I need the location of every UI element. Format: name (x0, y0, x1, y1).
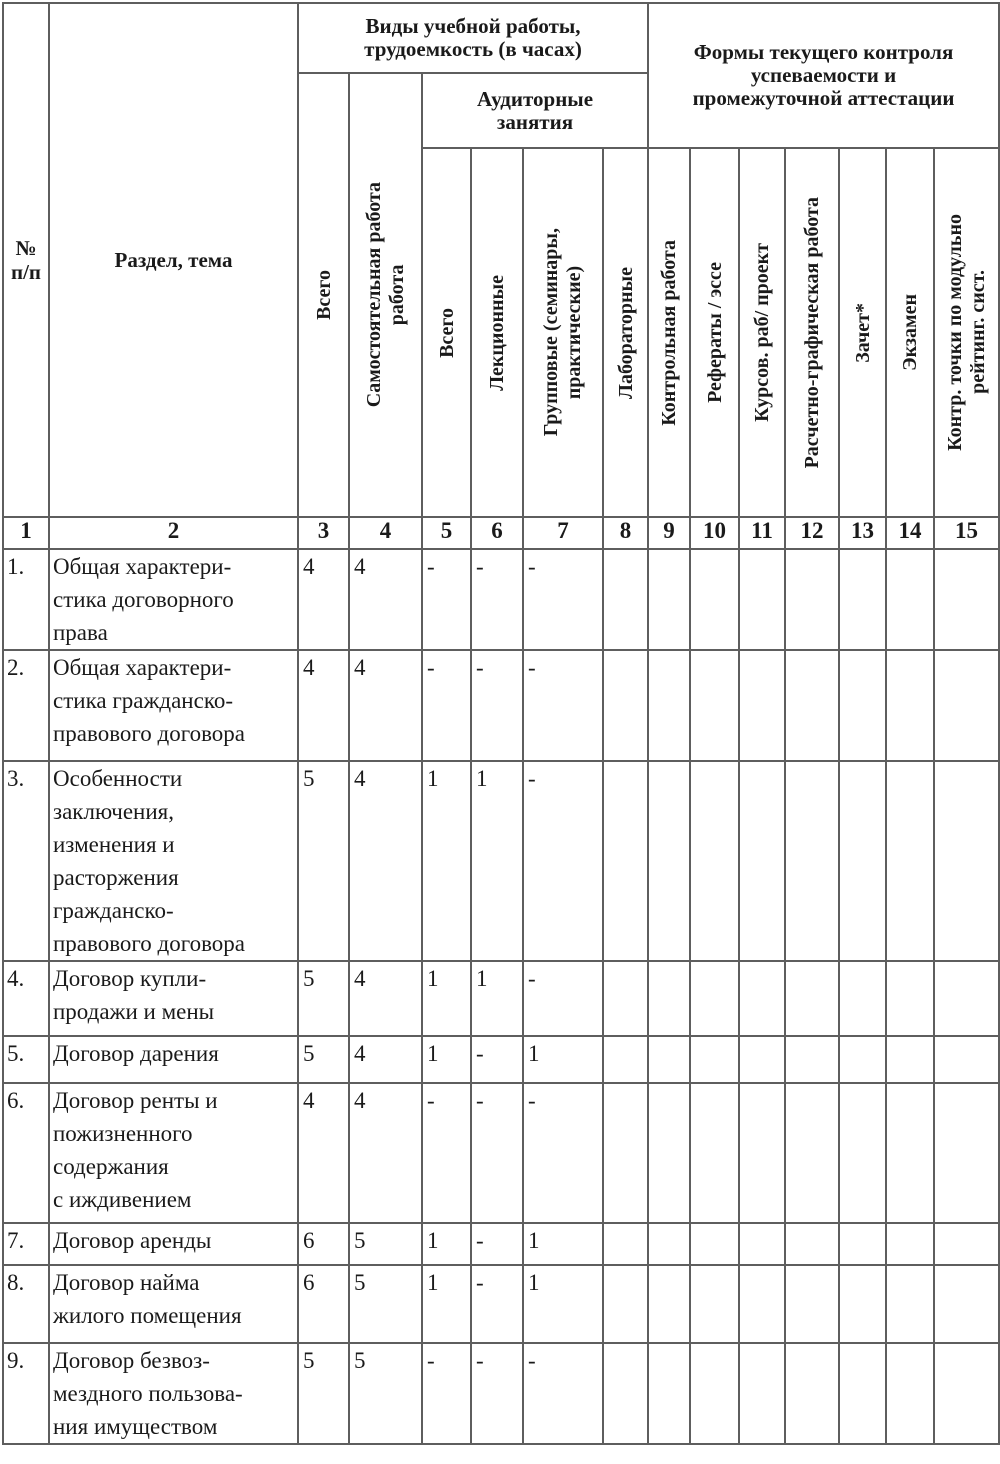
cell-lectures: - (471, 1343, 523, 1444)
empty-cell (934, 650, 999, 761)
header-col-total-label: Всего (312, 270, 335, 320)
empty-cell (739, 1223, 785, 1265)
empty-cell (886, 1083, 934, 1223)
column-number: 15 (934, 517, 999, 549)
row-number: 8. (3, 1265, 49, 1343)
column-number: 7 (523, 517, 603, 549)
cell-lectures: - (471, 549, 523, 650)
header-col-group-line2: практические) (563, 265, 585, 400)
row-number: 2. (3, 650, 49, 761)
header-num (3, 3, 49, 517)
row-title: Особенности заключения, изменения и расторжения гражданско- правового договора (49, 761, 298, 961)
empty-cell (886, 1265, 934, 1343)
table-row (3, 1343, 999, 1444)
header-col-group-label (540, 228, 586, 436)
table-body (3, 549, 999, 1444)
header-col-lectures-label: Лекционные (486, 274, 508, 391)
empty-cell (648, 1036, 690, 1083)
empty-cell (785, 761, 839, 961)
empty-cell (690, 549, 739, 650)
empty-cell (603, 1223, 648, 1265)
empty-cell (739, 1036, 785, 1083)
cell-group: 1 (523, 1036, 603, 1083)
empty-cell (839, 761, 886, 961)
empty-cell (785, 1223, 839, 1265)
empty-cell (690, 1223, 739, 1265)
cell-self: 4 (349, 1083, 422, 1223)
column-number: 5 (422, 517, 471, 549)
empty-cell (739, 1265, 785, 1343)
header-col-points-line1: Контр. точки по модульно (943, 214, 966, 451)
empty-cell (785, 1036, 839, 1083)
empty-cell (690, 650, 739, 761)
cell-total: 5 (298, 961, 349, 1036)
empty-cell (648, 650, 690, 761)
empty-cell (785, 549, 839, 650)
cell-aud-total: 1 (422, 1036, 471, 1083)
empty-cell (934, 1083, 999, 1223)
row-title: Договор ренты и пожизненного содержания с иждивением (49, 1083, 298, 1223)
header-col-points-label (944, 214, 990, 451)
header-col-lab (603, 148, 648, 517)
header-col-exam (886, 148, 934, 517)
empty-cell (839, 1223, 886, 1265)
cell-self: 4 (349, 650, 422, 761)
cell-group: - (523, 650, 603, 761)
column-number: 13 (839, 517, 886, 549)
header-group-auditory-label: Аудиторные занятия (476, 86, 594, 134)
cell-self: 4 (349, 961, 422, 1036)
header-col-graphic (785, 148, 839, 517)
header-col-points (934, 148, 999, 517)
header-col-course (739, 148, 785, 517)
header-col-essays-label: Рефераты / эссе (703, 262, 726, 403)
empty-cell (739, 549, 785, 650)
row-title: Договор купли- продажи и мены (49, 961, 298, 1036)
row-number: 4. (3, 961, 49, 1036)
row-title: Договор безвоз- мездного пользова- ния имуществом (49, 1343, 298, 1444)
empty-cell (739, 961, 785, 1036)
header-group-control-label: Формы текущего контроля успеваемости и промежуточной аттестации (692, 40, 955, 110)
header-col-self-label (363, 182, 409, 407)
cell-group: 1 (523, 1265, 603, 1343)
cell-aud-total: 1 (422, 1265, 471, 1343)
column-number: 8 (603, 517, 648, 549)
empty-cell (839, 549, 886, 650)
empty-cell (739, 650, 785, 761)
row-number: 9. (3, 1343, 49, 1444)
cell-lectures: - (471, 1036, 523, 1083)
cell-aud-total: - (422, 1083, 471, 1223)
cell-total: 4 (298, 650, 349, 761)
row-number: 3. (3, 761, 49, 961)
column-number: 6 (471, 517, 523, 549)
cell-self: 4 (349, 761, 422, 961)
empty-cell (690, 1265, 739, 1343)
column-number: 10 (690, 517, 739, 549)
header-col-lectures (471, 148, 523, 517)
column-number: 3 (298, 517, 349, 549)
header-col-aud-total (422, 148, 471, 517)
header-group-hours-label: Виды учебной работы, трудоемкость (в часах) (364, 14, 582, 61)
header-col-self (349, 73, 422, 517)
empty-cell (886, 650, 934, 761)
cell-lectures: - (471, 1083, 523, 1223)
empty-cell (839, 1265, 886, 1343)
cell-self: 4 (349, 549, 422, 650)
empty-cell (785, 1083, 839, 1223)
header-col-credit (839, 148, 886, 517)
row-title: Общая характери- стика договорного права (49, 549, 298, 650)
header-group-auditory (422, 73, 648, 148)
column-number: 2 (49, 517, 298, 549)
cell-self: 5 (349, 1265, 422, 1343)
curriculum-table (2, 2, 1000, 1445)
header-col-course-label: Курсов. раб/ проект (751, 243, 774, 422)
empty-cell (648, 961, 690, 1036)
empty-cell (886, 549, 934, 650)
cell-aud-total: - (422, 650, 471, 761)
empty-cell (603, 650, 648, 761)
empty-cell (603, 549, 648, 650)
empty-cell (934, 1036, 999, 1083)
header-col-group-line1: Групповые (семинары, (540, 228, 562, 437)
header-col-credit-label: Зачет* (851, 302, 874, 363)
row-title: Договор дарения (49, 1036, 298, 1083)
column-number: 4 (349, 517, 422, 549)
column-number: 11 (739, 517, 785, 549)
cell-total: 6 (298, 1223, 349, 1265)
empty-cell (934, 961, 999, 1036)
cell-total: 5 (298, 761, 349, 961)
table-row (3, 1083, 999, 1223)
cell-lectures: 1 (471, 761, 523, 961)
empty-cell (886, 1343, 934, 1444)
empty-cell (603, 1343, 648, 1444)
empty-cell (603, 761, 648, 961)
row-title: Договор найма жилого помещения (49, 1265, 298, 1343)
empty-cell (739, 761, 785, 961)
column-number: 12 (785, 517, 839, 549)
cell-lectures: 1 (471, 961, 523, 1036)
row-number: 7. (3, 1223, 49, 1265)
table-row (3, 549, 999, 650)
cell-group: 1 (523, 1223, 603, 1265)
cell-lectures: - (471, 1223, 523, 1265)
cell-total: 5 (298, 1036, 349, 1083)
empty-cell (934, 761, 999, 961)
row-title: Общая характери- стика гражданско- правового договора (49, 650, 298, 761)
cell-total: 6 (298, 1265, 349, 1343)
cell-aud-total: 1 (422, 1223, 471, 1265)
table-row (3, 650, 999, 761)
empty-cell (690, 1036, 739, 1083)
cell-aud-total: - (422, 549, 471, 650)
header-group-control (648, 3, 999, 148)
empty-cell (785, 650, 839, 761)
header-col-essays (690, 148, 739, 517)
cell-aud-total: - (422, 1343, 471, 1444)
empty-cell (934, 1343, 999, 1444)
empty-cell (648, 1265, 690, 1343)
empty-cell (839, 1036, 886, 1083)
empty-cell (603, 1083, 648, 1223)
cell-group: - (523, 761, 603, 961)
cell-lectures: - (471, 650, 523, 761)
cell-group: - (523, 961, 603, 1036)
empty-cell (785, 961, 839, 1036)
cell-group: - (523, 1343, 603, 1444)
empty-cell (648, 1083, 690, 1223)
header-col-control-work (648, 148, 690, 517)
empty-cell (690, 1083, 739, 1223)
empty-cell (690, 761, 739, 961)
header-col-graphic-label: Расчетно-графическая работа (801, 196, 824, 469)
empty-cell (785, 1265, 839, 1343)
table-row (3, 761, 999, 961)
cell-self: 5 (349, 1223, 422, 1265)
header-group-hours (298, 3, 648, 73)
empty-cell (934, 549, 999, 650)
table-row (3, 1036, 999, 1083)
header-col-exam-label: Экзамен (899, 294, 922, 371)
table-row (3, 1223, 999, 1265)
header-col-control-work-label: Контрольная работа (658, 239, 681, 426)
empty-cell (839, 961, 886, 1036)
empty-cell (886, 1036, 934, 1083)
empty-cell (839, 1343, 886, 1444)
empty-cell (839, 650, 886, 761)
cell-lectures: - (471, 1265, 523, 1343)
cell-total: 5 (298, 1343, 349, 1444)
row-number: 6. (3, 1083, 49, 1223)
column-number: 1 (3, 517, 49, 549)
empty-cell (739, 1343, 785, 1444)
table-row (3, 1265, 999, 1343)
header-col-self-line1: Самостоятельная работа (362, 182, 385, 408)
empty-cell (690, 961, 739, 1036)
column-number-row (3, 517, 999, 549)
empty-cell (648, 761, 690, 961)
header-section-label: Раздел, тема (114, 248, 233, 272)
empty-cell (603, 961, 648, 1036)
header-col-lab-label: Лабораторные (614, 266, 637, 399)
row-title: Договор аренды (49, 1223, 298, 1265)
row-number: 5. (3, 1036, 49, 1083)
cell-total: 4 (298, 1083, 349, 1223)
cell-total: 4 (298, 549, 349, 650)
header-col-total (298, 73, 349, 517)
empty-cell (886, 761, 934, 961)
header-col-points-line2: рейтинг. сист. (966, 270, 989, 395)
empty-cell (886, 1223, 934, 1265)
empty-cell (648, 1343, 690, 1444)
empty-cell (886, 961, 934, 1036)
empty-cell (603, 1265, 648, 1343)
column-number: 9 (648, 517, 690, 549)
cell-aud-total: 1 (422, 961, 471, 1036)
row-number: 1. (3, 549, 49, 650)
header-row-1 (3, 3, 999, 73)
empty-cell (648, 549, 690, 650)
empty-cell (934, 1265, 999, 1343)
cell-group: - (523, 1083, 603, 1223)
header-col-group (523, 148, 603, 517)
empty-cell (934, 1223, 999, 1265)
header-col-aud-total-label: Всего (435, 307, 458, 358)
empty-cell (739, 1083, 785, 1223)
column-number: 14 (886, 517, 934, 549)
cell-aud-total: 1 (422, 761, 471, 961)
empty-cell (648, 1223, 690, 1265)
cell-group: - (523, 549, 603, 650)
header-section (49, 3, 298, 517)
header-col-self-line2: работа (385, 264, 408, 326)
empty-cell (785, 1343, 839, 1444)
cell-self: 5 (349, 1343, 422, 1444)
empty-cell (690, 1343, 739, 1444)
table-row (3, 961, 999, 1036)
cell-self: 4 (349, 1036, 422, 1083)
header-num-label: № п/п (10, 236, 42, 284)
empty-cell (839, 1083, 886, 1223)
empty-cell (603, 1036, 648, 1083)
